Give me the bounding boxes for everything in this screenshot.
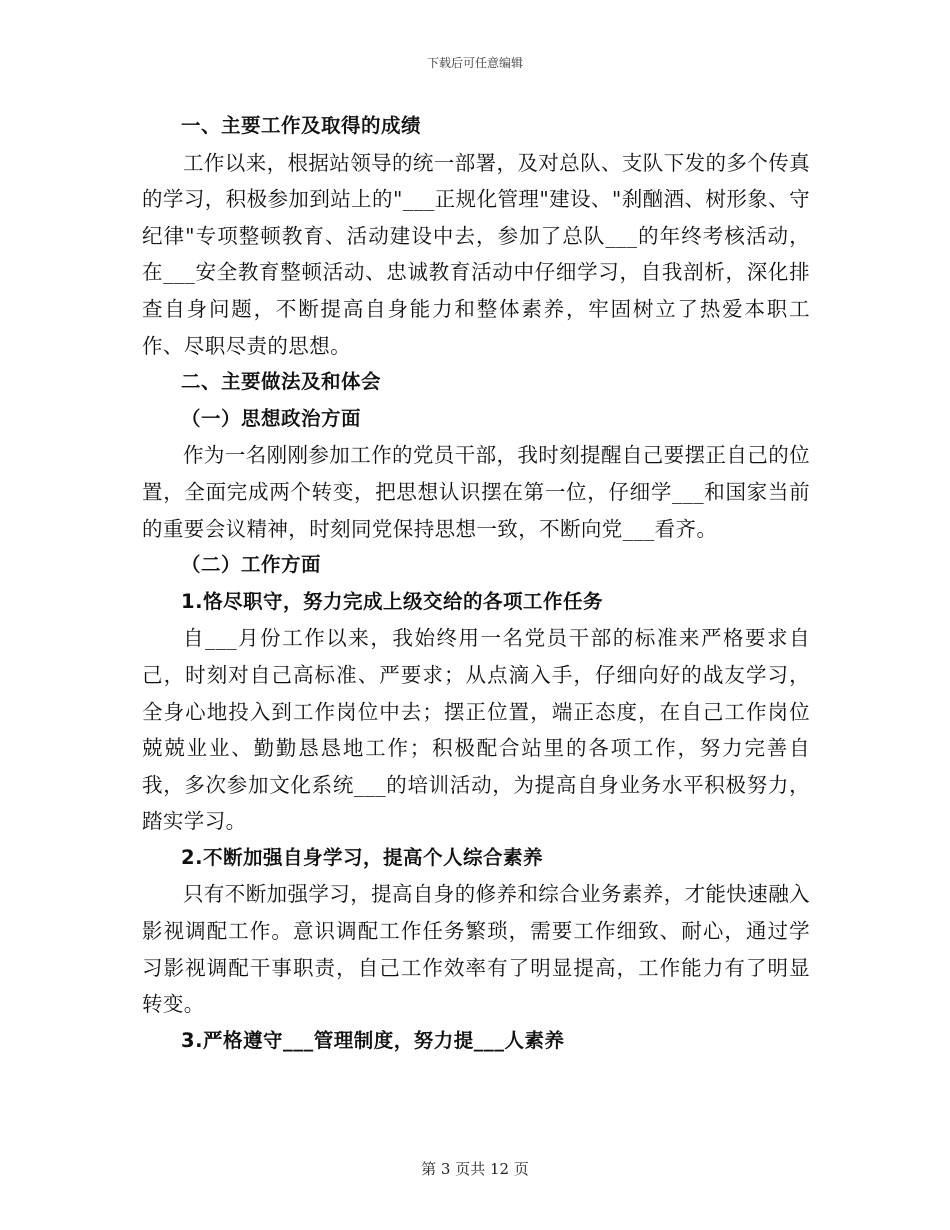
paragraph-4: 只有不断加强学习，提高自身的修养和综合业务素养，才能快速融入影视调配工作。意识调配工作任务繁琐，需要工作细致、耐心，通过学习影视调配干事职责，自己工作效率有了明显提高，工作能力有了明显转变。 bbox=[142, 882, 810, 1017]
subsection-heading-political: （一）思想政治方面 bbox=[181, 406, 362, 430]
subsection-heading-work: （二）工作方面 bbox=[181, 553, 322, 577]
paragraph-2: 作为一名刚刚参加工作的党员干部，我时刻提醒自己要摆正自己的位置，全面完成两个转变，把思想认识摆在第一位，仔细学___和国家当前的重要会议精神，时刻同党保持思想一致，不断向党___看齐。 bbox=[142, 443, 810, 541]
section-heading-2: 二、主要做法及和体会 bbox=[181, 370, 382, 394]
paragraph-3: 自___月份工作以来，我始终用一名党员干部的标准来严格要求自己，时刻对自己高标准、严要求；从点滴入手，仔细向好的战友学习，全身心地投入到工作岗位中去；摆正位置，端正态度，在自己工作岗位兢兢业业、勤勤恳恳地工作；积极配合站里的各项工作，努力完善自我，多次参加文化系统___的培训活动，为提高自身业务水平积极努力，踏实学习。 bbox=[142, 626, 810, 834]
page-number-footer: 第 3 页共 12 页 bbox=[421, 1160, 529, 1178]
item-heading-1: 1.恪尽职守，努力完成上级交给的各项工作任务 bbox=[181, 589, 603, 613]
section-heading-1: 一、主要工作及取得的成绩 bbox=[181, 114, 422, 137]
item-heading-3: 3.严格遵守___管理制度，努力提___人素养 bbox=[181, 1028, 565, 1052]
document-body bbox=[142, 108, 810, 1059]
item-heading-2: 2.不断加强自身学习，提高个人综合素养 bbox=[181, 845, 543, 869]
paragraph-1: 工作以来，根据站领导的统一部署，及对总队、支队下发的多个传真的学习，积极参加到站上的"___正规化管理"建设、"刹酗酒、树形象、守纪律"专项整顿教育、活动建设中去，参加了总队___的年终考核活动，在___安全教育整顿活动、忠诚教育活动中仔细学习，自我剖析，深化排查自身问题，不断提高自身能力和整体素养，牢固树立了热爱本职工作、尽职尽责的思想。 bbox=[142, 150, 810, 358]
page-header-note: 下载后可任意编辑 bbox=[426, 56, 523, 70]
